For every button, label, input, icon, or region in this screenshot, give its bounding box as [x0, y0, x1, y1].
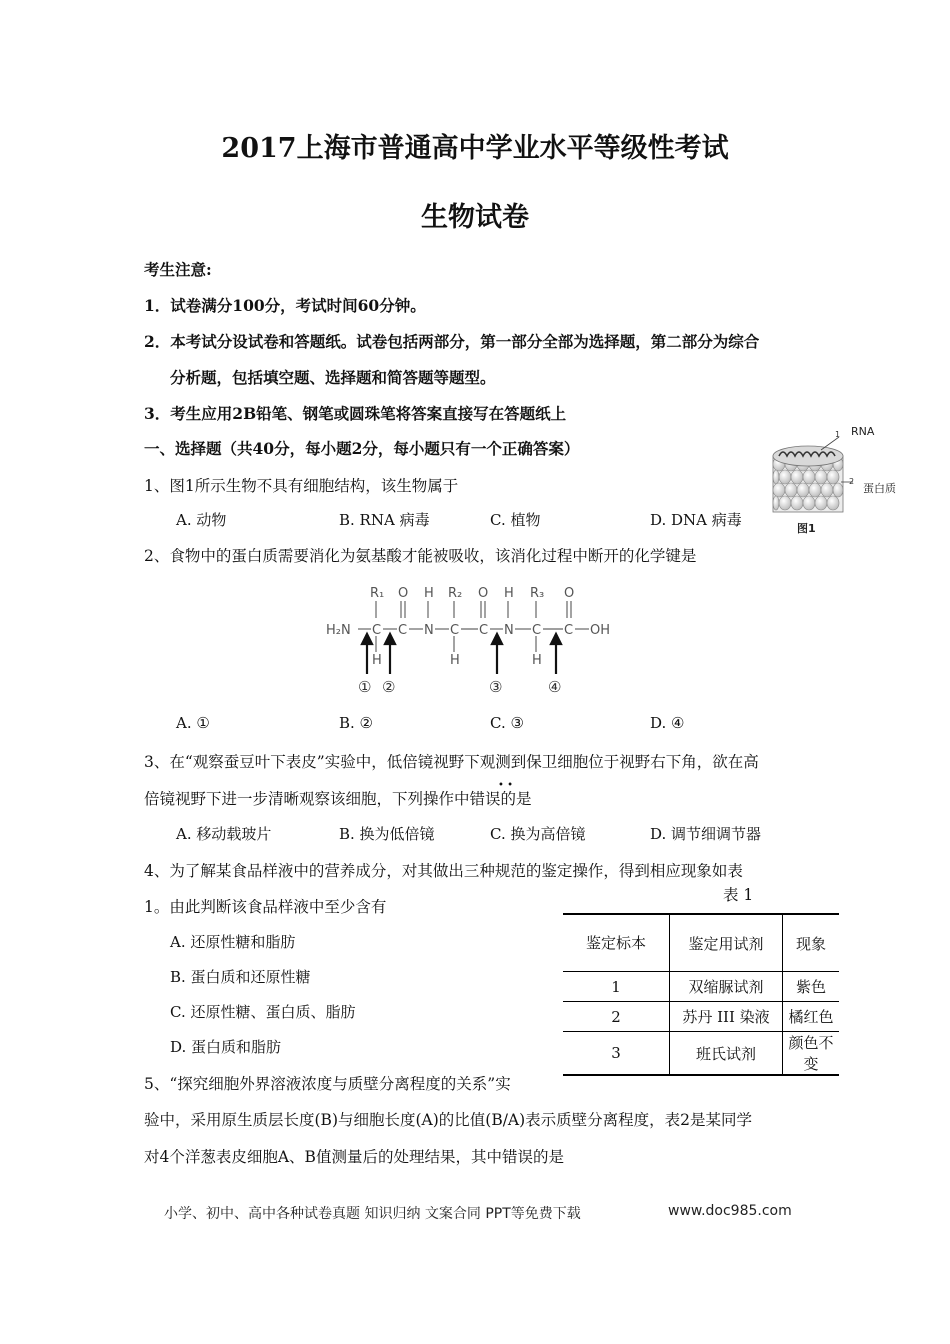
- c-atom-6: C: [564, 623, 574, 638]
- q5-stem-line3: 对4个洋葱表皮细胞A、B值测量后的处理结果，其中错误的是: [144, 1148, 564, 1166]
- q3-option-d[interactable]: D. 调节细调节器: [650, 825, 762, 843]
- q3-stem-line2: 倍镜视野下进一步清晰观察该细胞，下列操作中错误的是: [144, 790, 532, 808]
- section-heading: 一、选择题（共40分，每小题2分，每小题只有一个正确答案）: [144, 439, 580, 458]
- notice-heading: 考生注意:: [144, 260, 212, 279]
- cell-reagent: 双缩脲试剂: [670, 972, 783, 1002]
- c-atom-3: C: [450, 623, 460, 638]
- q4-stem-line2: 1。由此判断该食品样液中至少含有: [144, 898, 387, 916]
- label-rna: RNA: [851, 425, 875, 438]
- h-label-1: H: [424, 586, 434, 601]
- q3-stem-line1: 3、在“观察蚕豆叶下表皮”实验中，低倍镜视野下观测到保卫细胞位于视野右下角，欲在高: [144, 753, 759, 771]
- q1-option-d[interactable]: D. DNA 病毒: [650, 511, 742, 529]
- carboxyl-oh: OH: [590, 623, 611, 638]
- bond-marker-3: ③: [489, 678, 503, 696]
- cell-result: 橘红色: [783, 1002, 840, 1032]
- q3-option-b[interactable]: B. 换为低倍镜: [339, 825, 435, 843]
- q5-stem-line2: 验中，采用原生质层长度(B)与细胞长度(A)的比值(B/A)表示质壁分离程度，表2是某同学: [144, 1111, 753, 1129]
- q2-option-b[interactable]: B. ②: [339, 714, 374, 732]
- capsomere-cylinder: [773, 446, 843, 512]
- cell-result: 颜色不变: [783, 1032, 840, 1076]
- r3-label: R₃: [530, 586, 545, 601]
- figure-1: [765, 420, 907, 540]
- footer-text: 小学、初中、高中各种试卷真题 知识归纳 文案合同 PPT等免费下载: [164, 1206, 581, 1222]
- q1-stem: 1、图1所示生物不具有细胞结构，该生物属于: [144, 477, 459, 495]
- amino-group: H₂N: [326, 623, 351, 638]
- h-label-5: H: [532, 653, 542, 668]
- exam-title: 2017上海市普通高中学业水平等级性考试: [221, 133, 729, 164]
- bond-marker-4: ④: [548, 678, 562, 696]
- c-atom-5: C: [532, 623, 542, 638]
- notice-item-2: 2．本考试分设试卷和答题纸。试卷包括两部分，第一部分全部为选择题，第二部分为综合: [144, 332, 760, 351]
- o-label-3: O: [564, 586, 575, 601]
- q1-option-a[interactable]: A. 动物: [176, 511, 227, 529]
- h-label-2: H: [504, 586, 514, 601]
- c-atom-1: C: [372, 623, 382, 638]
- h-label-4: H: [450, 653, 460, 668]
- bond-marker-1: ①: [358, 678, 372, 696]
- q2-option-d[interactable]: D. ④: [650, 714, 685, 732]
- c-atom-4: C: [479, 623, 489, 638]
- o-label-2: O: [478, 586, 489, 601]
- q4-option-b[interactable]: B. 蛋白质和还原性糖: [170, 968, 311, 986]
- q4-option-a[interactable]: A. 还原性糖和脂肪: [170, 933, 296, 951]
- table1-caption: 表 1: [723, 886, 754, 904]
- header-result: 现象: [783, 914, 840, 972]
- tripeptide-diagram: [320, 580, 620, 700]
- marker-1: 1: [835, 430, 841, 439]
- q2-stem: 2、食物中的蛋白质需要消化为氨基酸才能被吸收，该消化过程中断开的化学键是: [144, 547, 697, 565]
- table-header-row: [563, 914, 839, 972]
- h-label-3: H: [372, 653, 382, 668]
- table-row: [563, 1002, 839, 1032]
- label-protein: 蛋白质: [863, 482, 896, 495]
- notice-item-3: 3．考生应用2B铅笔、钢笔或圆珠笔将答案直接写在答题纸上: [144, 404, 567, 423]
- r2-label: R₂: [448, 586, 463, 601]
- q1-option-c[interactable]: C. 植物: [490, 511, 541, 529]
- virus-illustration: [765, 420, 907, 540]
- q1-option-b[interactable]: B. RNA 病毒: [339, 511, 430, 529]
- o-label-1: O: [398, 586, 409, 601]
- header-reagent: 鉴定用试剂: [670, 914, 783, 972]
- cell-reagent: 班氏试剂: [670, 1032, 783, 1076]
- q4-option-d[interactable]: D. 蛋白质和脂肪: [170, 1038, 282, 1056]
- r1-label: R₁: [370, 586, 385, 601]
- exam-subtitle: 生物试卷: [421, 202, 529, 233]
- q3-option-a[interactable]: A. 移动载玻片: [176, 825, 272, 843]
- q4-stem-line1: 4、为了解某食品样液中的营养成分，对其做出三种规范的鉴定操作，得到相应现象如表: [144, 862, 743, 880]
- emphasis-dots: • •: [498, 780, 513, 791]
- q4-option-c[interactable]: C. 还原性糖、蛋白质、脂肪: [170, 1003, 356, 1021]
- table-row: [563, 1032, 839, 1076]
- q2-option-a[interactable]: A. ①: [176, 714, 210, 732]
- q3-option-c[interactable]: C. 换为高倍镜: [490, 825, 586, 843]
- q2-option-c[interactable]: C. ③: [490, 714, 524, 732]
- c-atom-2: C: [398, 623, 408, 638]
- notice-item-1: 1．试卷满分100分，考试时间60分钟。: [144, 296, 426, 315]
- tripeptide-structure: [320, 580, 620, 700]
- q5-stem-line1: 5、“探究细胞外界溶液浓度与质壁分离程度的关系”实: [144, 1075, 511, 1093]
- table-row: [563, 972, 839, 1002]
- footer-url[interactable]: www.doc985.com: [668, 1203, 792, 1219]
- cell-result: 紫色: [783, 972, 840, 1002]
- n-atom-1: N: [424, 623, 434, 638]
- cell-reagent: 苏丹 III 染液: [670, 1002, 783, 1032]
- marker-2: 2: [849, 477, 855, 486]
- cell-sample: 1: [563, 972, 670, 1002]
- figure-caption: 图1: [797, 522, 816, 535]
- n-atom-2: N: [504, 623, 514, 638]
- bond-marker-2: ②: [382, 678, 396, 696]
- table-1: [563, 913, 839, 1076]
- cell-sample: 2: [563, 1002, 670, 1032]
- header-sample: 鉴定标本: [563, 914, 670, 972]
- cell-sample: 3: [563, 1032, 670, 1076]
- notice-item-2-cont: 分析题，包括填空题、选择题和简答题等题型。: [170, 368, 496, 387]
